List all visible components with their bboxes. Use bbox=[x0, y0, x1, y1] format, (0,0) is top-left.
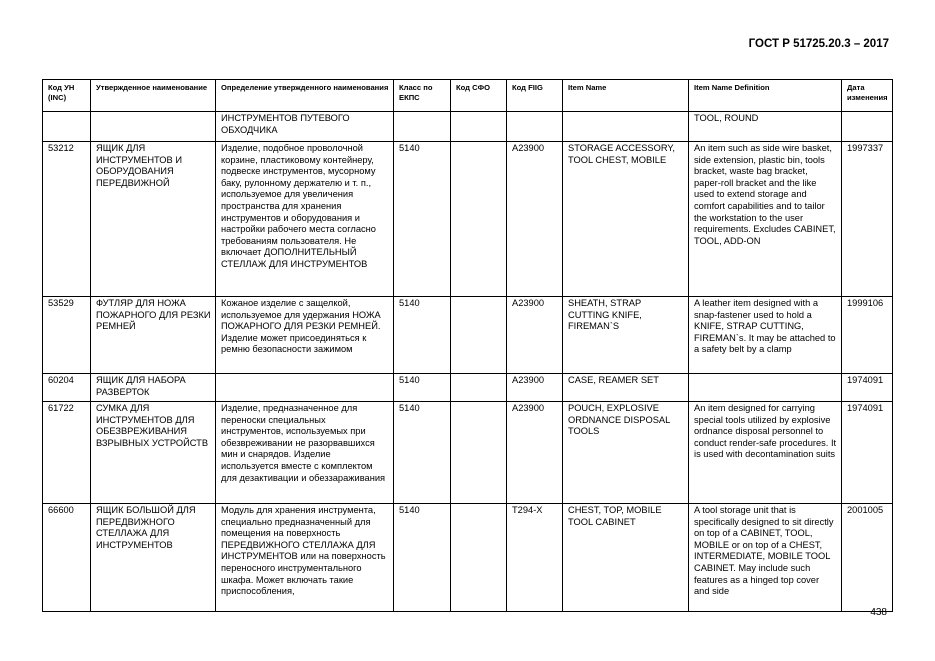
table-cell: TOOL, ROUND bbox=[689, 112, 842, 142]
table-cell: ФУТЛЯР ДЛЯ НОЖА ПОЖАРНОГО ДЛЯ РЕЗКИ РЕМНЕЙ bbox=[91, 297, 216, 374]
table-row bbox=[43, 402, 893, 504]
table-cell: Изделие, подобное проволочной корзине, пластиковому контейнеру, подвеске инструментов, мусорному баку, рулонному держателю и т. п., используемое для увеличения пространства для хранения инструментов и оборудования и настройки рабочего места согласно требованиям пользователя. Не включает ДОПОЛНИТЕЛЬНЫЙ СТЕЛЛАЖ ДЛЯ ИНСТРУМЕНТОВ bbox=[216, 142, 394, 297]
table-cell bbox=[563, 112, 689, 142]
table-cell: ЯЩИК БОЛЬШОЙ ДЛЯ ПЕРЕДВИЖНОГО СТЕЛЛАЖА ДЛЯ ИНСТРУМЕНТОВ bbox=[91, 504, 216, 612]
table-cell: 5140 bbox=[394, 402, 451, 504]
table-cell: 61722 bbox=[43, 402, 91, 504]
table-cell: POUCH, EXPLOSIVE ORDNANCE DISPOSAL TOOLS bbox=[563, 402, 689, 504]
table-cell bbox=[451, 402, 507, 504]
table-cell bbox=[451, 374, 507, 402]
column-header: Item Name Definition bbox=[689, 80, 842, 112]
table-row bbox=[43, 297, 893, 374]
table-cell: A23900 bbox=[507, 374, 563, 402]
table-row bbox=[43, 142, 893, 297]
table-cell: A23900 bbox=[507, 142, 563, 297]
table-cell: 5140 bbox=[394, 374, 451, 402]
table-cell bbox=[216, 374, 394, 402]
table-cell: 66600 bbox=[43, 504, 91, 612]
table-cell: 53529 bbox=[43, 297, 91, 374]
table-cell: A23900 bbox=[507, 402, 563, 504]
table-cell: ИНСТРУМЕНТОВ ПУТЕВОГО ОБХОДЧИКА bbox=[216, 112, 394, 142]
table-cell: Изделие, предназначенное для переноски специальных инструментов, используемых при обезвреживании не разорвавшихся мин и снарядов. Изделие используется вместе с комплектом для дезактивации и обеззараживания bbox=[216, 402, 394, 504]
table-cell: 5140 bbox=[394, 142, 451, 297]
column-header: Код УН (INC) bbox=[43, 80, 91, 112]
table-cell bbox=[451, 504, 507, 612]
table-cell: 1974091 bbox=[842, 402, 893, 504]
column-header: Item Name bbox=[563, 80, 689, 112]
table-cell: An item such as side wire basket, side extension, plastic bin, tools bracket, waste bag bracket, paper-roll bracket and the like used to extend storage and comfort capabilities and to tailor the workstation to the user requirements. Excludes CABINET, TOOL, ADD-ON bbox=[689, 142, 842, 297]
table-cell: CHEST, TOP, MOBILE TOOL CABINET bbox=[563, 504, 689, 612]
table-cell bbox=[451, 297, 507, 374]
table-cell: 60204 bbox=[43, 374, 91, 402]
column-header: Код СФО bbox=[451, 80, 507, 112]
table-cell bbox=[842, 112, 893, 142]
table-cell: 1974091 bbox=[842, 374, 893, 402]
table-cell: ЯЩИК ДЛЯ ИНСТРУМЕНТОВ И ОБОРУДОВАНИЯ ПЕРЕДВИЖНОЙ bbox=[91, 142, 216, 297]
table-cell: Модуль для хранения инструмента, специально предназначенный для помещения на поверхность ПЕРЕДВИЖНОГО СТЕЛЛАЖА ДЛЯ ИНСТРУМЕНТОВ или на поверхность переносного инструментального шкафа. Может включать такие приспособления, bbox=[216, 504, 394, 612]
table-cell: A23900 bbox=[507, 297, 563, 374]
table-cell: 53212 bbox=[43, 142, 91, 297]
table-row bbox=[43, 374, 893, 402]
nomenclature-table bbox=[42, 79, 893, 612]
table-cell bbox=[394, 112, 451, 142]
table-cell: 1997337 bbox=[842, 142, 893, 297]
column-header: Утвержденное наименование bbox=[91, 80, 216, 112]
column-header: Определение утвержденного наименования bbox=[216, 80, 394, 112]
table-cell: 2001005 bbox=[842, 504, 893, 612]
table-cell: T294-X bbox=[507, 504, 563, 612]
table-cell: SHEATH, STRAP CUTTING KNIFE, FIREMAN`S bbox=[563, 297, 689, 374]
table-cell bbox=[451, 142, 507, 297]
table-header-row bbox=[43, 80, 893, 112]
table-cell bbox=[451, 112, 507, 142]
table-cell: CASE, REAMER SET bbox=[563, 374, 689, 402]
table-cell: 1999106 bbox=[842, 297, 893, 374]
table-cell bbox=[689, 374, 842, 402]
table-cell bbox=[507, 112, 563, 142]
table-cell bbox=[43, 112, 91, 142]
column-header: Код FIIG bbox=[507, 80, 563, 112]
table-cell: STORAGE ACCESSORY, TOOL CHEST, MOBILE bbox=[563, 142, 689, 297]
page-number: 438 bbox=[870, 607, 887, 618]
document-standard-number: ГОСТ Р 51725.20.3 – 2017 bbox=[748, 38, 889, 50]
table-cell bbox=[91, 112, 216, 142]
table-row bbox=[43, 112, 893, 142]
table-cell: ЯЩИК ДЛЯ НАБОРА РАЗВЕРТОК bbox=[91, 374, 216, 402]
table-cell: A leather item designed with a snap-fastener used to hold a KNIFE, STRAP CUTTING, FIREMAN`s. It may be attached to a safety belt by a clamp bbox=[689, 297, 842, 374]
table-cell: 5140 bbox=[394, 504, 451, 612]
column-header: Дата изменения bbox=[842, 80, 893, 112]
table-cell: An item designed for carrying special tools utilized by explosive ordnance disposal personnel to conduct render-safe procedures. It is used with decontamination suits bbox=[689, 402, 842, 504]
table-cell: Кожаное изделие с защелкой, используемое для удержания НОЖА ПОЖАРНОГО ДЛЯ РЕЗКИ РЕМНЕЙ. Изделие может присоединяться к ремню безопасности зажимом bbox=[216, 297, 394, 374]
table-cell: 5140 bbox=[394, 297, 451, 374]
table-cell: A tool storage unit that is specifically designed to sit directly on top of a CABINET, TOOL, MOBILE or on top of a CHEST, INTERMEDIATE, MOBILE TOOL CABINET. May include such features as a hinged top cover and side bbox=[689, 504, 842, 612]
table-row bbox=[43, 504, 893, 612]
column-header: Класс по ЕКПС bbox=[394, 80, 451, 112]
table-cell: СУМКА ДЛЯ ИНСТРУМЕНТОВ ДЛЯ ОБЕЗВРЕЖИВАНИЯ ВЗРЫВНЫХ УСТРОЙСТВ bbox=[91, 402, 216, 504]
